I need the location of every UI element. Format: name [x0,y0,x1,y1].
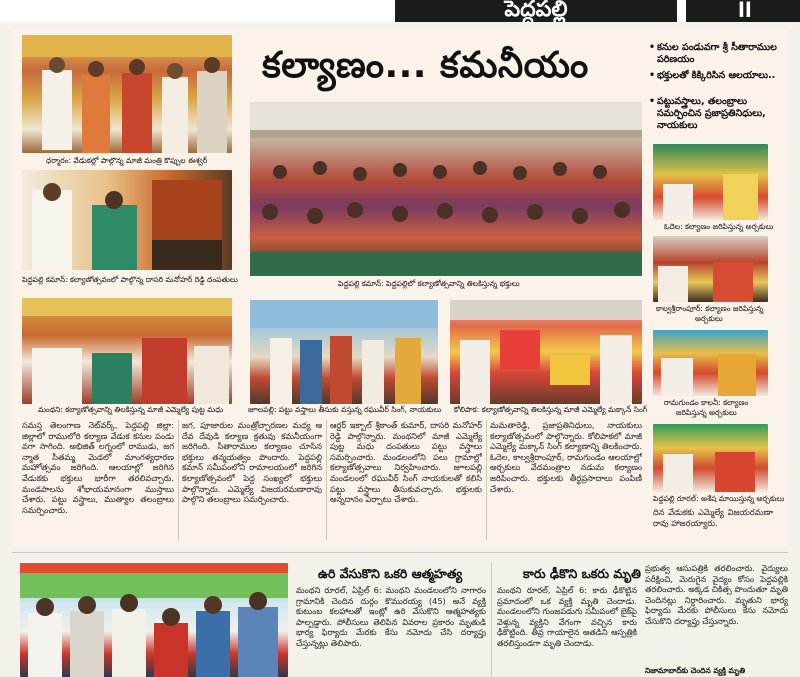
caption-kolipaka: కోలిపాక: కల్యాణోత్సవాన్ని తిలకిస్తున్న మాజీ ఎమ్మెల్యే మక్కాన్ సింగ్ [454,405,648,414]
photo-peddapalli-rural [653,424,768,492]
photo-ramagundam-art [653,330,768,396]
col-divider [178,420,179,540]
photo-kalvasriram [653,236,768,302]
photo-dharmaram [22,35,232,153]
body-col1: సమస్త తెలంగాణ నెట్‌వర్క్, పెద్దపల్లి జిల్లా: జిల్లాలో రాములోరి కల్యాణ వేడుక కనుల పండు వగా సాగింది. అభిజిత్ లగ్నంలో రాముడు, జగ న్మాత సీతమ్మ మెడలో మాంగళ్యధారణ మహోత్సవం జరిగింది. ఆలయాల్లో జరిగిన వేడుకకు భక్తులు భారీగా తరలివచ్చారు. మండపాలను శోభాయమానంగా ముస్తాబు చేశారు. పట్టు వస్త్రాలు, ముత్యాల తలంబ్రాలు సమర్పించారు. [22,420,174,515]
bullet-2-text: భక్తులతో కిక్కిరిసిన ఆలయాలు.. [657,70,776,81]
photo-kalvasriram-art [653,236,768,302]
caption-peddapalli-rural: పెద్దపల్లి రూరల్: అశేష మాయిస్తున్న అర్చకులు [653,494,785,503]
photo-dharmaram-art [22,35,232,153]
caption-ramagundam-2: జరిపిస్తున్న అర్చకులు [676,408,737,417]
bullet-1-text: కనుల పండువగా శ్రీ సీతారాముల పరిణయం [657,42,777,65]
bullet-3 [649,96,787,132]
photo-kolipaka [450,300,642,404]
photo-odela [653,144,768,220]
story3-tail-heading: నిజామాబాద్‌కు చెందిన వ్యక్తి మృతి [645,666,746,675]
caption-crowd: పెద్దపల్లి కమాన్: పెద్దపల్లిలో కల్యాణోత్సవాన్ని తిలకిస్తున్న భక్తులు [338,279,520,288]
col-divider [326,420,327,540]
photo-odela-art [653,144,768,220]
bullet-3-text: పట్టువస్త్రాలు, తలంబ్రాలు సమర్పించిన ప్రజాప్రతినిధులు, నాయకులు [657,96,766,131]
caption-odela: ఓదెల: కల్యాణం జరిపిస్తున్న అర్చకులు [664,222,774,231]
body-col5: దిన వేడుకకు ఎమ్మెల్యే విజయరమణా రావు హాజరయ్యారు. [653,507,773,528]
headline: కల్యాణం... కమనీయం [262,45,589,86]
bullet-dot-icon: • [649,96,656,107]
story3-body: ప్రభుత్వ ఆసుపత్రికి తరలించారు. వైద్యులు పరీక్షించి, మెరుగైన వైద్యం కోసం పెద్దపల్లికి తరలించారు. అక్కడ చికిత్స పొందుతూ మృతి చెందినట్లు నిర్ధారించారు. మృతుని భార్య ఫిర్యాదు మేరకు పోలీసులు కేసు నమోదు చేసుకొని దర్యాప్తు చేస్తున్నారు. [645,563,788,626]
photo-bottom-group [20,563,288,677]
photo-kolipaka-art [450,300,642,404]
bullet-dot-icon: • [649,42,656,53]
bullet-1 [649,42,787,66]
story1-body: మంథని రూరల్, ఏప్రిల్ 6: మంథని మండలంలోని నాగారం గ్రామానికి చెందిన దుర్గం కొమురయ్య (45) అనే వ్యక్తి కుటుంబ కలహాలతో ఇంట్లో ఉరి వేసుకొని ఆత్మహత్యకు పాల్పడ్డారు. పోలీసులు తెలిపిన వివరాల ప్రకారం మృతుడి భార్య ఫిర్యాదు మేరకు కేసు నమోదు చేసి దర్యాప్తు చేస్తున్నట్లు తెలిపారు. [296,585,486,648]
top-bar [0,0,800,22]
caption-dharmaram: ధర్మారం: వేడుకల్లో పాల్గొన్న మాజీ మంత్రి కొప్పుల ఈశ్వర్ [46,156,208,165]
bullet-2 [649,70,787,82]
section-masthead: పెద్దపల్లి [395,0,677,22]
story1-headline: ఉరి వేసుకొని ఒకరి ఆత్మహత్య [318,566,463,581]
photo-manthani-art [22,298,232,404]
story2-body: మంథని రూరల్, ఏప్రిల్ 6: కారు ఢీకొట్టిన ప్రమాదంలో ఒక వ్యక్తి మృతి చెందాడు. మండలంలోని గుంజపడుగు సమీపంలో బైక్‌పై వెళ్తున్న వ్యక్తిని వేగంగా వచ్చిన కారు ఢీకొట్టింది. తీవ్ర గాయాలైన అతడిని ఆస్పత్రికి తరలిస్తుండగా మృతి చెందాడు. [497,585,637,648]
photo-julapalli [250,300,438,404]
photo-julapalli-art [250,300,438,404]
photo-bottom-group-art [20,563,288,677]
edge-mark: ll [738,0,752,22]
photo-crowd [250,102,642,276]
caption-peddapalli-couple: పెద్దపల్లి కమాన్: కల్యాణోత్సవంలో పాల్గొన్న దాసరి మనోహర్ రెడ్డి దంపతులు [22,275,238,284]
caption-julapalli: జూలపల్లి: పట్టు వస్త్రాలు తీసుకు వస్తున్న రఘువీర్ సింగ్, నాయకులు [248,405,442,414]
masthead-edge [686,0,800,22]
photo-peddapalli-couple [22,170,232,270]
photo-peddapalli-couple-art [22,170,232,270]
caption-kalvasriram-2: అర్చకులు [695,314,723,323]
caption-manthani: మంథని: కల్యాణోత్సవాన్ని తిలకిస్తున్న మాజీ ఎమ్మెల్యే పుట్ట మధు [38,405,224,414]
body-col2: జగ, పూజారుల మంత్రోచ్ఛారణల మధ్య ఆ దేవ దేవుడి కల్యాణ క్రతువు కమనీయంగా జరిగింది. సీతారాముల కల్యాణం చూసిన భక్తులు తన్మయత్వం పొందారు. పెద్దపల్లి కమాన్ సమీపంలోని రామాలయంలో జరిగిన కల్యాణోత్సవంలో పెద్ద సంఖ్యలో భక్తులు పాల్గొన్నారు. ఎమ్మెల్యే విజయరమణారావు పాల్గొని తలంబ్రాలు సమర్పించారు. [182,420,322,505]
caption-kalvasriram-1: కాల్వశ్రీరాంపూర్: కల్యాణం జరిపిస్తున్న [656,304,764,313]
bullet-dot-icon: • [649,70,656,81]
top-left-strip [0,0,345,22]
caption-ramagundam-1: రామగుండం కాలనీ: కల్యాణం [664,398,749,407]
photo-manthani [22,298,232,404]
bottom-rule [12,552,788,553]
col-divider [491,563,492,677]
col-divider [486,420,487,540]
photo-peddapalli-rural-art [653,424,768,492]
photo-ramagundam [653,330,768,396]
photo-crowd-art [250,102,642,276]
story2-headline: కారు ఢీకొని ఒకరు మృతి [523,566,641,581]
body-col3: ఆర్డర్ ఇక్బాల్ శ్రీకాంత్ కుమార్, దాసరి మనోహర్ రెడ్డి పాల్గొన్నారు. మంథనిలో మాజీ ఎమ్మెల్యే పుట్ట మధు దంపతులు పట్టు వస్త్రాలు సమర్పించారు. మండలంలోని పలు గ్రామాల్లో కల్యాణోత్సవాలు నిర్వహించారు. జూలపల్లి మండలంలో రఘువీర్ సింగ్ నాయకులతో కలిసి పట్టు వస్త్రాలు తీసుకువచ్చారు. భక్తులకు అన్నదానం ఏర్పాటు చేశారు. [330,420,482,505]
body-col4: మమతారెడ్డి, ప్రజాప్రతినిధులు, నాయకులు కల్యాణోత్సవంలో పాల్గొన్నారు. కోలిపాకలో మాజీ ఎమ్మెల్యే మక్కాన్ సింగ్ కల్యాణాన్ని తిలకించారు. ఓదెల, కాల్వశ్రీరాంపూర్, రామగుండం ఆలయాల్లో అర్చకులు వేదమంత్రాల నడుమ కల్యాణం జరిపించారు. భక్తులకు తీర్థప్రసాదాలు పంపిణీ చేశారు. [490,420,642,494]
